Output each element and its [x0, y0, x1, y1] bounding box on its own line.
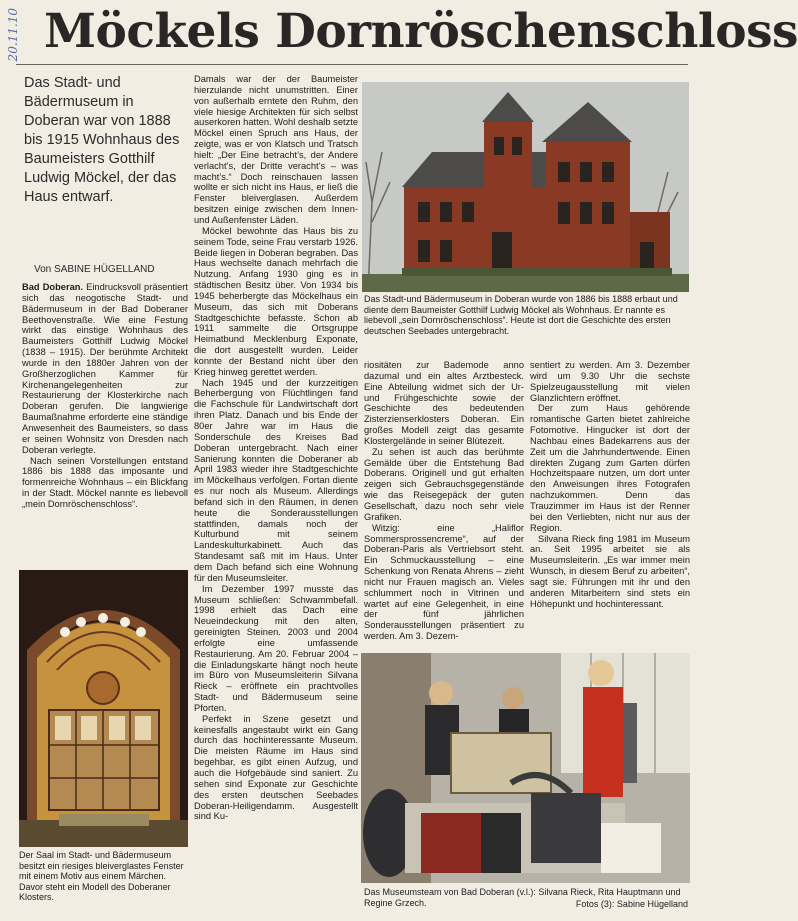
article-paragraph: Möckel bewohnte das Haus bis zu seinem Tode, seine Frau verstarb 1926. Beide liegen in Doberan begraben. Das Haus wechselte danach mehrfach die Nutzung. Anfang 1930 ging es in städtischen Besitz über. Von 1934 bis 1945 beherbergte das Möckelhaus ein Museum, das sich mit Doberans Stadtgeschichte befasste. Schon ab 1911 sammelte die Ortsgruppe Heimatbund Mecklenburg Exponate, die dort ausgestellt wurden. Leider konnte der Bestand nicht über den Krieg hinweg gerettet werden.: [194, 225, 358, 377]
article-paragraph: Damals war der der Baumeister hierzulande nicht unumstritten. Einer von außerhalb erntete den Ruhm, den viele hiesige Architekten für sich selbst auserkoren hatten. Wohl deshalb setzte Möckel einen Spruch ans Haus, der zeigte, was er von Klatsch und Tratsch hielt: „Der Eine betracht’s, der Andere verlacht’s, der Dritte veracht’s – was macht’s.“ Doch reinschauen lassen wollte er sich nicht ins Haus, er ließ die Fenster bleiverglasen. Außerdem besitzen einige zwischen dem Innen- und Außenfenster Läden.: [194, 74, 358, 225]
photo-credit: Fotos (3): Sabine Hügelland: [575, 899, 688, 909]
article-column-2: [194, 74, 358, 916]
article-paragraph: riositäten zur Bademode anno dazumal und ein altes Arztbesteck. Eine Abteilung widmet sich der Ur- und Frühgeschichte sowie der Geschichte des bedeutenden Zisterzienserklosters Doberan. Ein großes Modell zeigt das gesamte Klostergelände in seiner Blütezeit.: [364, 360, 524, 446]
article-paragraph: Silvana Rieck fing 1981 im Museum an. Seit 1995 arbeitet sie als Museumsleiterin. „Es war immer mein Wunsch, in diesem Beruf zu arbeiten“, sagt sie. Führungen mit ihr und den anderen Mitarbeitern sind stets ein Höhepunkt und hochinteressant.: [530, 533, 690, 609]
article-column-4: [530, 360, 690, 646]
team-photo-caption: Das Museumsteam von Bad Doberan (v.l.): Silvana Rieck, Rita Hauptmann und Regine Grzech.: [364, 887, 681, 908]
article-paragraph: Witzig: eine „Haliflor Sommersprossencreme“, auf der Doberan-Paris als Vertriebsort steht. Ein Schmuckausstellung – eine Schenkung von Renata Ahrens – zieht nicht nur Frauen magisch an. Vieles schlummert noch in Vitrinen und wartet auf eine Gelegenheit, in eine der fünf jährlichen Sonderausstellungen präsentiert zu werden. Am 3. Dezem-: [364, 522, 524, 642]
hall-window-image: [19, 570, 188, 847]
hall-photo-caption: Der Saal im Stadt- und Bädermuseum besitzt ein riesiges bleiverglastes Fenster mit einem Motiv aus einem Märchen. Davor steht ein Modell des Doberaner Klosters.: [19, 850, 184, 902]
hall-window-photo: [19, 570, 188, 847]
museum-building-photo: [362, 82, 689, 292]
article-paragraph: [22, 282, 188, 456]
paragraph-text: Eindrucksvoll präsentiert sich das neogotische Stadt- und Bädermuseum in der Bad Doberaner Beethovenstraße. Wie eine Festung wirkt das einstige Wohnhaus des Baumeisters Gotthilf Ludwig Möckel (1838 – 1915). Der berühmte Architekt wurde in den 1880er Jahren von der Großherzoglichen Kammer für Kirchenangelegenheiten zur Restaurierung der Klosterkirche nach Doberan gerufen. Die langwierige Baumaßnahme erforderte eine ständige Anwesenheit des Baumeisters, so dass er seinen Wohnsitz von Dresden nach Doberan verlegte.: [22, 282, 188, 455]
museum-team-image: [361, 653, 690, 883]
headline-rule: [16, 64, 688, 65]
building-photo-caption: Das Stadt-und Bädermuseum in Doberan wurde von 1886 bis 1888 erbaut und diente dem Baumeister Gotthilf Ludwig Möckel als Wohnhaus. Er nannte es liebevoll „sein Dornröschenschloss“. Heute ist dort die Geschichte des ersten deutschen Seebades untergebracht.: [364, 294, 678, 336]
article-paragraph: Der zum Haus gehörende romantische Garten bietet zahlreiche Fotomotive. Hingucker ist dort der Nachbau eines Badekarrens aus der Zeit um die Jahrhundertwende. Einen direkten Zugang zum Garten dürfen Hochzeitspaare nutzen, um dort unter den Anweisungen ihres Fotografen nachzukommen. Denn das Trauzimmer im Haus ist der Renner bei den Verliebten, nicht nur aus der Region.: [530, 403, 690, 533]
dateline: Bad Doberan.: [22, 282, 83, 292]
article-paragraph: sentiert zu werden. Am 3. Dezember wird um 9.30 Uhr die sechste Spielzeugausstellung mit vielen Glanzlichtern eröffnet.: [530, 360, 690, 403]
article-paragraph: Nach 1945 und der kurzzeitigen Beherbergung von Flüchtlingen fand die Fachschule für Landwirtschaft dort ihren Platz. Danach und bis Ende der 80er Jahre war im Haus die Sonderschule des Kreises Bad Doberan untergebracht. Nach einer Sanierung konnten die Doberaner ab April 1983 wieder ihre Stadtgeschichte im Möckelhaus verfolgen. Fortan diente es nur noch als Museum. Allerdings befand sich in den Räumen, in denen heute die Sonderausstellungen stattfinden, damals noch der Kulturbund mit seinem Landeskulturkabinett. Auch das Standesamt saß mit im Haus. Unter dem Dach befand sich eine Wohnung für den Museumsleiter.: [194, 377, 358, 583]
article-paragraph: Im Dezember 1997 musste das Museum schließen: Schwammbefall. 1998 erhielt das Dach eine Neueindeckung mit den alten, gereinigten Steinen. 2003 und 2004 erfolgte eine umfassende Restaurierung. Am 20. Februar 2004 – die Einladungskarte hängt noch heute im Büro von Museumsleiterin Silvana Rieck – eröffnete ein prachtvolles Stadt- und Bädermuseum seine Pforten.: [194, 583, 358, 713]
article-column-1: [22, 282, 188, 564]
headline: Möckels Dornröschenschloss: [44, 4, 798, 59]
article-paragraph: Zu sehen ist auch das berühmte Gemälde über die Entstehung Bad Doberans. Originell und gut erhalten zeigen sich Gebrauchsgegenstände wie das Reisegepäck der guten Gesellschaft, dazu noch sehr viele Grafiken.: [364, 446, 524, 522]
article-paragraph: Nach seinen Vorstellungen entstand 1886 bis 1888 das imposante und formenreiche Wohnhaus – ein Blickfang in der Stadt. Möckel nannte es liebevoll „mein Dornröschenschloss“.: [22, 455, 188, 509]
museum-building-image: [362, 82, 689, 292]
article-column-3: [364, 360, 524, 646]
byline: Von SABINE HÜGELLAND: [34, 264, 155, 275]
article-paragraph: Perfekt in Szene gesetzt und keinesfalls angestaubt wirkt ein Gang durch das hochinteressante Museum. Die meisten Räume im Haus sind begehbar, es gibt einen Aufzug, und auch die Hofgebäude sind saniert. Zu sehen sind Exponate zur Geschichte des ersten deutschen Seebades Doberan-Heiligendamm. Ausgestellt sind Ku-: [194, 713, 358, 822]
handwritten-date: 20.11.10: [6, 8, 20, 62]
museum-team-photo: [361, 653, 690, 883]
lead-paragraph: Das Stadt- und Bädermuseum in Doberan war von 1888 bis 1915 Wohnhaus des Baumeisters Gotthilf Ludwig Möckel, der das Haus entwarf.: [24, 75, 180, 205]
